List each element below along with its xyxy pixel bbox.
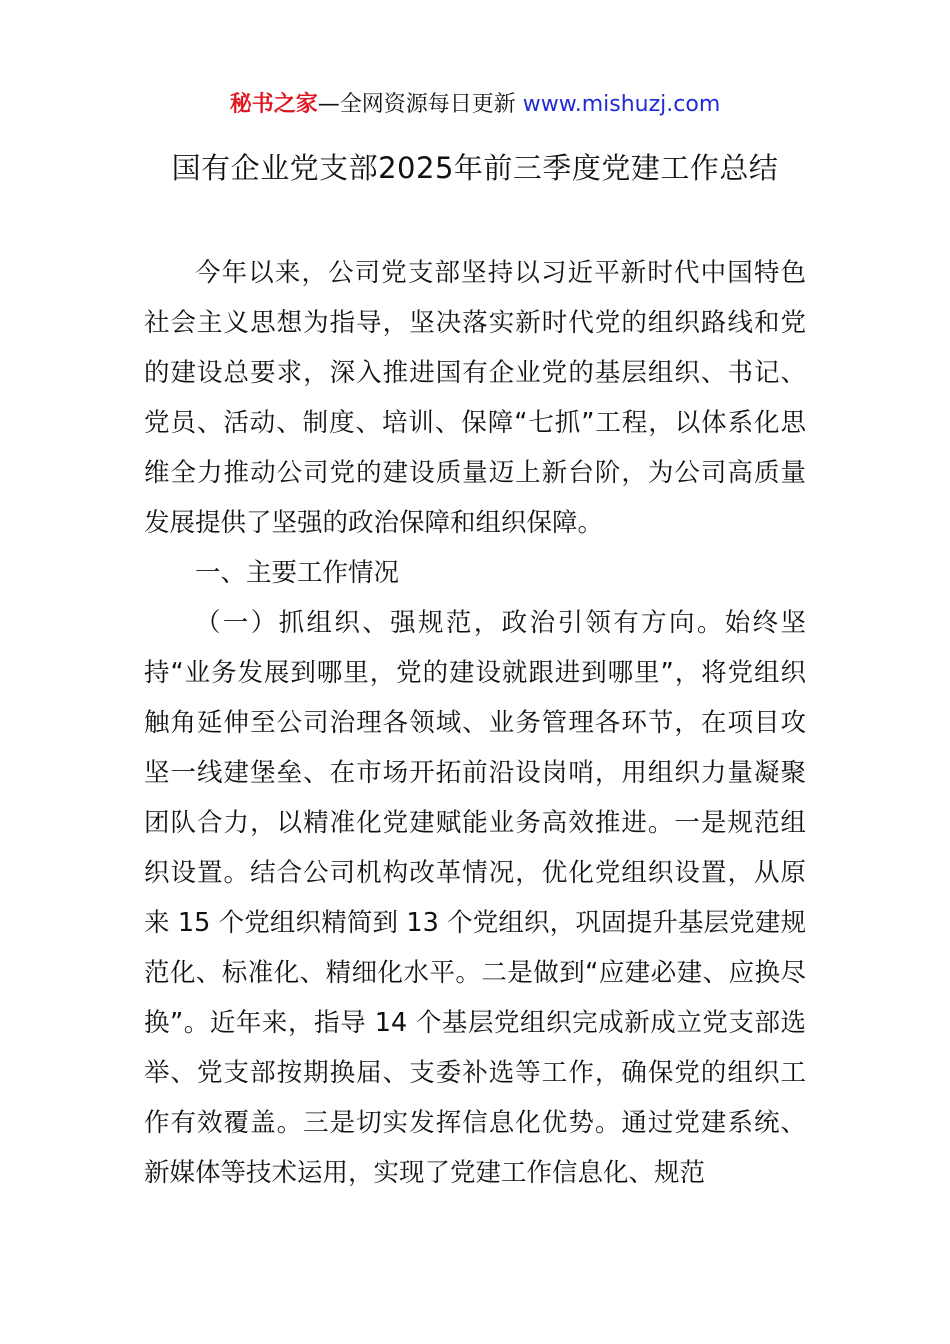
subsection-paragraph: （一）抓组织、强规范，政治引领有方向。始终坚持“业务发展到哪里，党的建设就跟进到哪里”，将党组织触角延伸至公司治理各领域、业务管理各环节，在项目攻坚一线建堡垒、在市场开拓前沿设岗哨，用组织力量凝聚团队合力，以精准化党建赋能业务高效推进。一是规范组织设置。结合公司机构改革情况，优化党组织设置，从原来 15 个党组织精简到 13 个党组织，巩固提升基层党建规范化、标准化、精细化水平。二是做到“应建必建、应换尽换”。近年来，指导 14 个基层党组织完成新成立党支部选举、党支部按期换届、支委补选等工作，确保党的组织工作有效覆盖。三是切实发挥信息化优势。通过党建系统、新媒体等技术运用，实现了党建工作信息化、规范 bbox=[144, 608, 806, 1188]
document-title: 国有企业党支部2025年前三季度党建工作总结 bbox=[171, 151, 779, 185]
intro-paragraph: 今年以来，公司党支部坚持以习近平新时代中国特色社会主义思想为指导，坚决落实新时代党的组织路线和党的建设总要求，深入推进国有企业党的基层组织、书记、党员、活动、制度、培训、保障“七抓”工程，以体系化思维全力推动公司党的建设质量迈上新台阶，为公司高质量发展提供了坚强的政治保障和组织保障。 bbox=[144, 258, 806, 538]
site-header bbox=[0, 88, 950, 122]
document-body bbox=[144, 248, 806, 1198]
section-heading: 一、主要工作情况 bbox=[195, 558, 400, 588]
brand-name: 秘书之家 bbox=[229, 92, 318, 117]
site-tagline: —全网资源每日更新 bbox=[317, 92, 523, 117]
site-url-link[interactable]: www.mishuzj.com bbox=[522, 92, 721, 117]
